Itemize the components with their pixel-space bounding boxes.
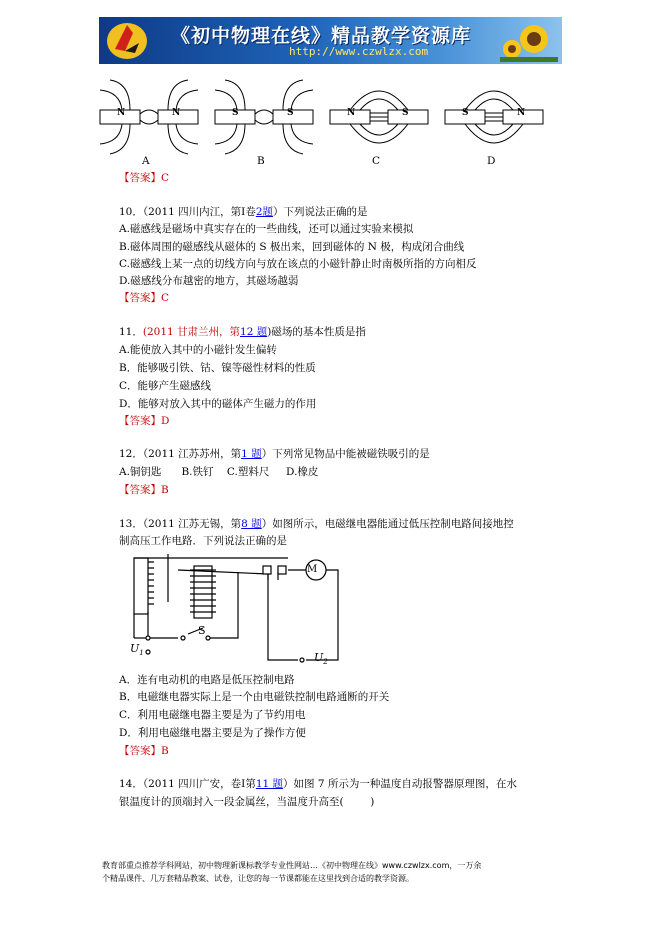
q9-answer: 【答案】C bbox=[119, 172, 170, 184]
magnet-figure bbox=[95, 78, 555, 168]
q13-ref-link[interactable]: 8 题 bbox=[241, 518, 262, 530]
pole-a-left: N bbox=[117, 108, 126, 118]
figure-label-b: B bbox=[257, 155, 265, 167]
q10-answer: 【答案】C bbox=[119, 292, 170, 304]
magnet-pair-d bbox=[445, 91, 543, 143]
q10-option-c: C.磁感线上某一点的切线方向与放在该点的小磁针静止时南极所指的方向相反 bbox=[119, 258, 477, 270]
header-url[interactable]: http://www.czwlzx.com bbox=[289, 45, 429, 58]
q11-option-a: A.能使放入其中的小磁针发生偏转 bbox=[119, 344, 277, 356]
site-logo bbox=[105, 19, 149, 62]
sunflower-image bbox=[500, 19, 558, 62]
q11-ref-link[interactable]: 12 题 bbox=[240, 326, 268, 338]
pole-b-left: S bbox=[232, 108, 239, 118]
q13-option-a: A．连有电动机的电路是低压控制电路 bbox=[119, 674, 295, 686]
magnet-pair-c bbox=[330, 91, 428, 143]
footer-line-2: 个精品课件、几万套精品教案、试卷，让您的每一节课都能在这里找到合适的教学资源。 bbox=[102, 874, 414, 883]
switch-label: S bbox=[198, 624, 206, 637]
q13-stem: 13．（2011 江苏无锡，第8 题）如图所示，电磁继电器能通过低压控制电路间接地控 bbox=[119, 518, 514, 530]
q14-ref-link[interactable]: 11 题 bbox=[255, 778, 284, 790]
pole-d-left: S bbox=[462, 108, 469, 118]
u2-label: $U_2$ bbox=[314, 651, 328, 667]
q10-ref-link[interactable]: 2题 bbox=[255, 206, 274, 218]
q11-answer: 【答案】D bbox=[119, 415, 170, 427]
q13-option-b: B．电磁继电器实际上是一个由电磁铁控制电路通断的开关 bbox=[119, 691, 390, 703]
q11-stem: 11．(2011 甘肃兰州，第12 题)磁场的基本性质是指 bbox=[119, 326, 366, 338]
u1-label: $U_1$ bbox=[130, 642, 144, 658]
pole-c-right: S bbox=[402, 108, 409, 118]
header-title: 《初中物理在线》精品教学资源库 bbox=[171, 25, 472, 47]
q12-answer: 【答案】B bbox=[119, 484, 169, 496]
magnet-pair-a bbox=[100, 80, 198, 154]
pole-a-right: N bbox=[172, 108, 181, 118]
q10-stem: 10．（2011 四川内江，第Ⅰ卷2题）下列说法正确的是 bbox=[119, 206, 368, 218]
pole-d-right: N bbox=[517, 108, 526, 118]
figure-label-c: C bbox=[372, 155, 381, 167]
q11-option-d: D．能够对放入其中的磁体产生磁力的作用 bbox=[119, 398, 317, 410]
magnet-pair-b bbox=[215, 80, 313, 154]
q10-option-a: A.磁感线是磁场中真实存在的一些曲线，还可以通过实验来模拟 bbox=[119, 223, 414, 235]
q12-stem: 12．（2011 江苏苏州，第1 题）下列常见物品中能被磁铁吸引的是 bbox=[119, 448, 430, 460]
q11-option-b: B．能够吸引铁、钴、镍等磁性材料的性质 bbox=[119, 362, 316, 374]
figure-label-a: A bbox=[142, 155, 150, 167]
q13-stem-2: 制高压工作电路．下列说法正确的是 bbox=[119, 535, 287, 547]
footer-line-1: 教育部重点推荐学科网站，初中物理新课标教学专业性网站…《初中物理在线》www.czwlzx.com，一万余 bbox=[102, 861, 482, 870]
q11-option-c: C．能够产生磁感线 bbox=[119, 380, 212, 392]
q10-option-d: D.磁感线分布越密的地方，其磁场越弱 bbox=[119, 275, 299, 287]
figure-label-d: D bbox=[487, 155, 496, 167]
q13-option-d: D．利用电磁继电器主要是为了操作方便 bbox=[119, 727, 306, 739]
q10-option-b: B.磁体周围的磁感线从磁体的 S 极出来，回到磁体的 N 极，构成闭合曲线 bbox=[119, 241, 465, 253]
q14-stem-2: 银温度计的顶端封入一段金属丝，当温度升高至( ) bbox=[119, 796, 375, 808]
q13-option-c: C．利用电磁继电器主要是为了节约用电 bbox=[119, 709, 306, 721]
q12-ref-link[interactable]: 1 题 bbox=[241, 448, 262, 460]
q13-answer: 【答案】B bbox=[119, 745, 169, 757]
motor-label: M bbox=[307, 564, 318, 575]
q14-stem: 14．（2011 四川广安，卷Ⅰ第11 题）如图 7 所示为一种温度自动报警器原理图，在水 bbox=[119, 778, 517, 790]
header-banner bbox=[99, 17, 562, 64]
pole-c-left: N bbox=[347, 108, 356, 118]
q12-options: A.铜钥匙 B.铁钉 C.塑料尺 D.橡皮 bbox=[119, 466, 319, 478]
pole-b-right: S bbox=[287, 108, 294, 118]
